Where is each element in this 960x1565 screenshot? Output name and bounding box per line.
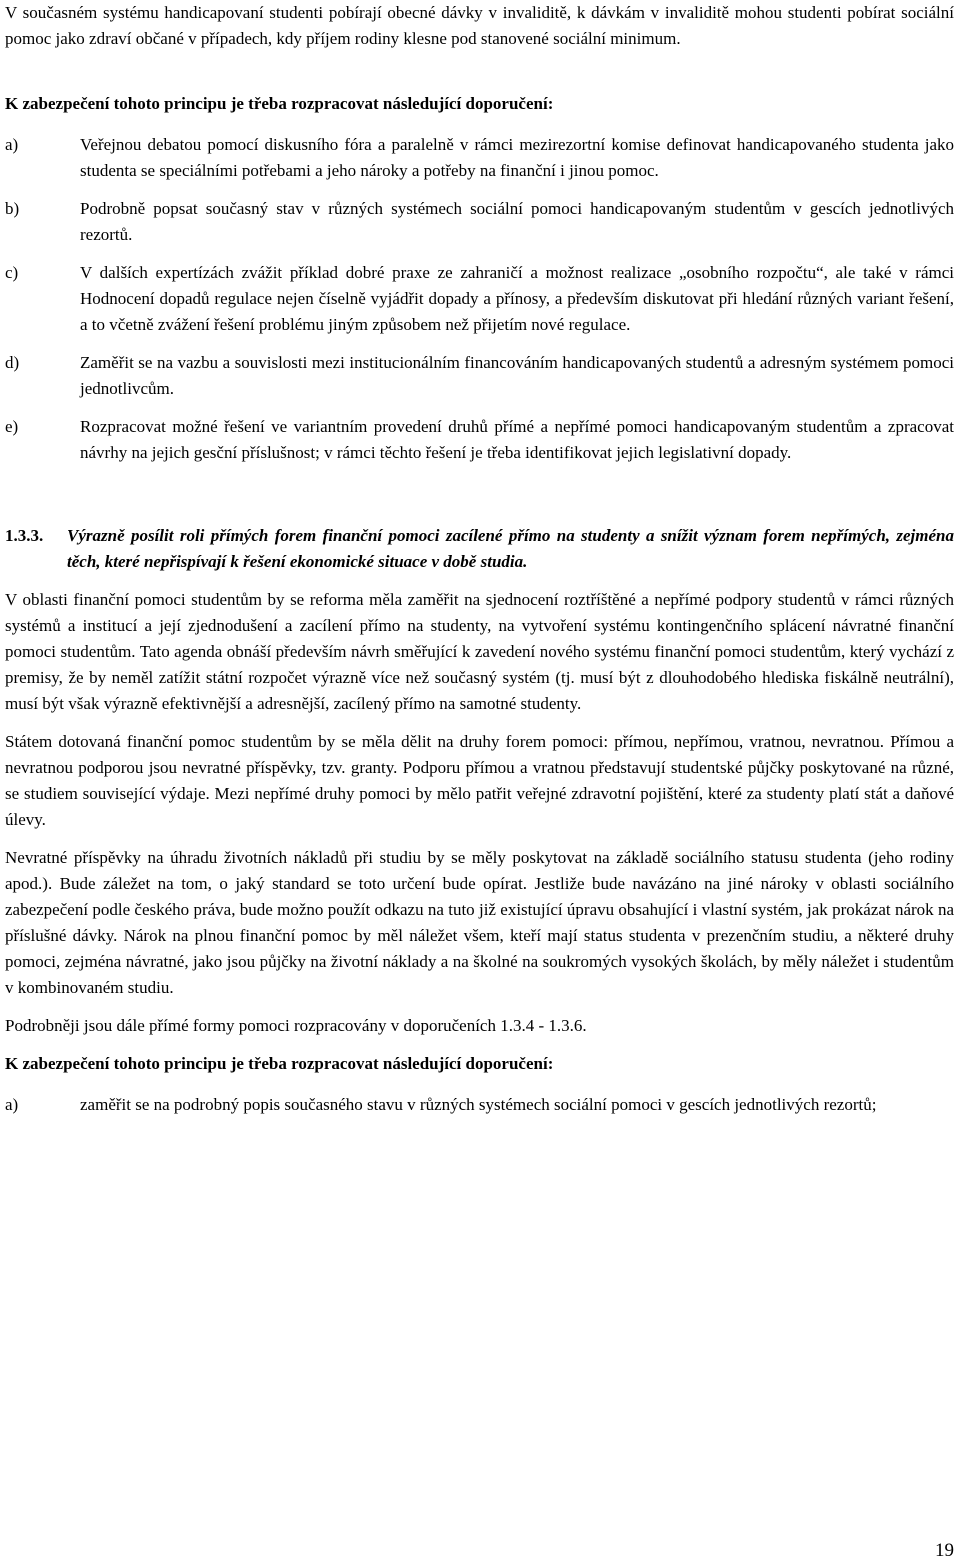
list-item-text: Zaměřit se na vazbu a souvislosti mezi institucionálním financováním handicapovaných studentů a adresným systémem pomoci jednotlivcům. — [80, 353, 954, 398]
section-title: Výrazně posílit roli přímých forem finanční pomoci zacílené přímo na studenty a snížit význam forem nepřímých, zejména těch, které nepřispívají k řešení ekonomické situace v době studia. — [67, 526, 954, 571]
recommendations-heading-2: K zabezpečení tohoto principu je třeba rozpracovat následující doporučení: — [5, 1054, 554, 1073]
body-paragraph: Státem dotovaná finanční pomoc studentům by se měla dělit na druhy forem pomoci: přímou, nepřímou, vratnou, nevratnou. Přímou a nevratnou podporou jsou nevratné příspěvky, tzv. granty. Podporu přímou a vratnou představují studentské půjčky poskytované na různé, se studiem související výdaje. Mezi nepřímé druhy pomoci by mělo patřit veřejné zdravotní pojištění, které za studenty platí stát a daňové úlevy. — [5, 732, 954, 829]
list-item — [5, 132, 954, 184]
list-item-label: a) — [5, 1095, 19, 1114]
body-paragraph: V oblasti finanční pomoci studentům by se reforma měla zaměřit na sjednocení roztříštěné a nepřímé podpory studentů v rámci různých systémů a institucí a její zjednodušení a zacílení přímo na studenty, na vytvoření systému kontingenčního splácení návratné finanční pomoci studentům. Tato agenda obnáší především návrh směřující k zavedení nového systému finanční pomoci studentům, který vychází z premisy, že by neměl zatížit státní rozpočet výrazně více než současný systém (tj. musí být z dlouhodobého hlediska fiskálně neutrální), musí být však výrazně efektivnější a adresnější, zacílený přímo na samotné studenty. — [5, 590, 954, 713]
list-item — [5, 414, 954, 466]
list-item-label: d) — [5, 353, 20, 372]
list-item-label: e) — [5, 417, 19, 436]
list-item-text: zaměřit se na podrobný popis současného stavu v různých systémech sociální pomoci v gescích jednotlivých rezortů; — [80, 1095, 877, 1114]
list-item — [5, 1092, 954, 1118]
list-item-label: a) — [5, 135, 19, 154]
list-item-label: b) — [5, 199, 20, 218]
list-item — [5, 260, 954, 338]
intro-paragraph: V současném systému handicapovaní studenti pobírají obecné dávky v invaliditě, k dávkám v invaliditě mohou studenti pobírat sociální pomoc jako zdraví občané v případech, kdy příjem rodiny klesne pod stanovené sociální minimum. — [5, 3, 954, 48]
recommendations-list-1 — [5, 132, 954, 466]
list-item-text: Rozpracovat možné řešení ve variantním provedení druhů přímé a nepřímé pomoci handicapovaným studentům a zpracovat návrhy na jejich gesční příslušnost; v rámci těchto řešení je třeba identifikovat jejich legislativní dopady. — [80, 417, 954, 462]
recommendations-heading-1: K zabezpečení tohoto principu je třeba rozpracovat následující doporučení: — [5, 94, 554, 113]
list-item-text: V dalších expertízách zvážit příklad dobré praxe ze zahraničí a možnost realizace „osobního rozpočtu“, ale také v rámci Hodnocení dopadů regulace nejen číselně vyjádřit dopady a přínosy, a především diskutovat při hledání různých variant řešení, a to včetně zvážení řešení problému jiným způsobem než přijetím nové regulace. — [80, 263, 954, 334]
recommendations-list-2 — [5, 1092, 954, 1118]
list-item-text: Veřejnou debatou pomocí diskusního fóra a paralelně v rámci mezirezortní komise definovat handicapovaného studenta jako studenta se speciálními potřebami a jeho nároky a potřeby na finanční i jinou pomoc. — [80, 135, 954, 180]
body-paragraph: Nevratné příspěvky na úhradu životních nákladů při studiu by se měly poskytovat na základě sociálního statusu studenta (jeho rodiny apod.). Bude záležet na tom, o jaký standard se toto určení bude opírat. Jestliže bude navázáno na jiné nároky v oblasti sociálního zabezpečení podle českého práva, bude možno použít odkazu na tuto již existující úpravu obsahující i vlastní systém, jak prokázat nárok na příslušné dávky. Nárok na plnou finanční pomoc by měl náležet všem, kteří mají status studenta v prezenčním studiu, a některé druhy pomoci, zejména návratné, jako jsou půjčky na životní náklady a na školné na soukromých vysokých školách, by měly náležet i studentům v kombinovaném studiu. — [5, 848, 954, 997]
page-number: 19 — [935, 1540, 954, 1561]
section-heading — [5, 523, 954, 575]
list-item — [5, 196, 954, 248]
list-item — [5, 350, 954, 402]
list-item-text: Podrobně popsat současný stav v různých systémech sociální pomoci handicapovaným studentům v gescích jednotlivých rezortů. — [80, 199, 954, 244]
section-number: 1.3.3. — [5, 526, 44, 545]
body-paragraph: Podrobněji jsou dále přímé formy pomoci rozpracovány v doporučeních 1.3.4 - 1.3.6. — [5, 1016, 587, 1035]
list-item-label: c) — [5, 263, 19, 282]
